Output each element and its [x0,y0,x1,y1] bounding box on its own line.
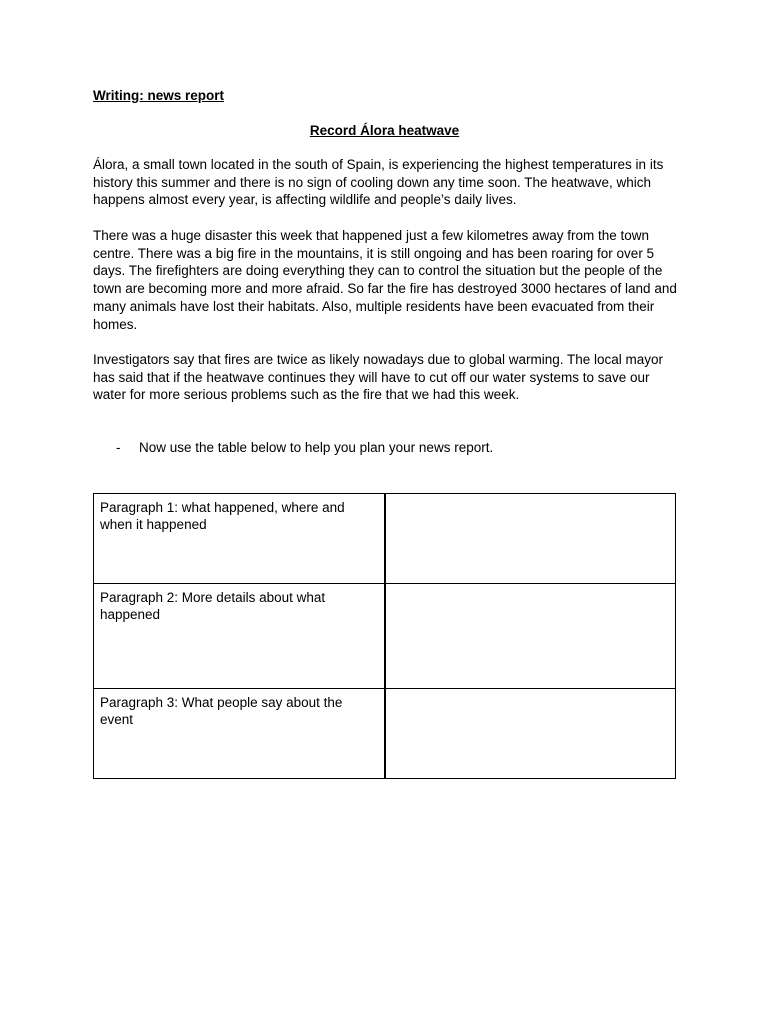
table-row [94,584,676,689]
article-paragraph-3: Investigators say that fires are twice as likely nowadays due to global warming. The local mayor has said that if the heatwave continues they will have to cut off our water systems to save our water for more serious problems such as the fire that we had this week. [93,352,664,403]
article-paragraph-1: Álora, a small town located in the south of Spain, is experiencing the highest temperatures in its history this summer and there is no sign of cooling down any time soon. The heatwave, which happens almost every year, is affecting wildlife and people’s daily lives. [93,157,664,208]
table-prompt-cell: Paragraph 1: what happened, where and when it happened [94,494,386,584]
table-row [94,494,676,584]
article-paragraph-2: There was a huge disaster this week that happened just a few kilometres away from the town centre. There was a big fire in the mountains, it is still ongoing and has been roaring for over 5 days. The firefighters are doing everything they can to control the situation but the people of the town are becoming more and more afraid. So far the fire has destroyed 3000 hectares of land and many animals have lost their habitats. Also, multiple residents have been evacuated from their homes. [93,228,677,332]
instruction-bullet [116,439,493,456]
bullet-marker: - [116,440,121,455]
table-answer-cell[interactable] [385,689,676,779]
table-row [94,689,676,779]
planning-table [93,493,676,779]
table-answer-cell[interactable] [385,494,676,584]
table-prompt-cell: Paragraph 3: What people say about the event [94,689,386,779]
instruction-text: Now use the table below to help you plan your news report. [139,440,494,455]
table-prompt-cell: Paragraph 2: More details about what happened [94,584,386,689]
document-heading: Writing: news report [93,88,225,103]
article-title: Record Álora heatwave [309,123,460,138]
table-answer-cell[interactable] [385,584,676,689]
